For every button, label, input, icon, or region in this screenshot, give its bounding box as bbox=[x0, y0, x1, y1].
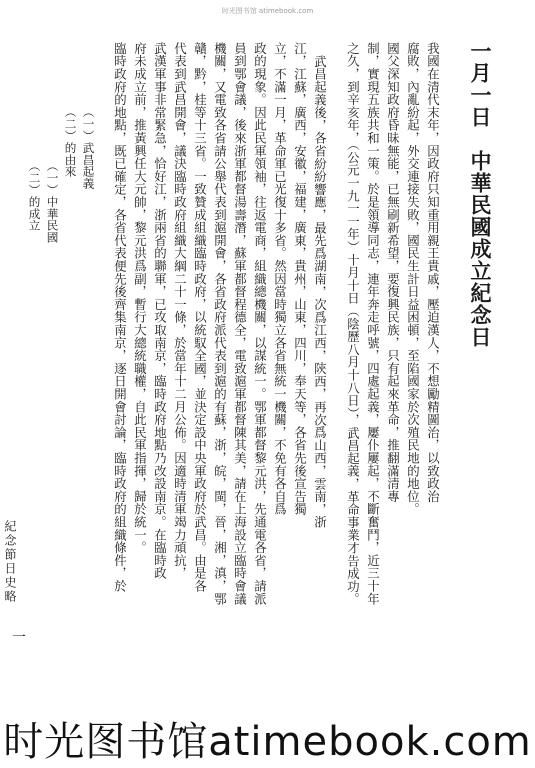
body-line: 立，不滿一月，革命軍已光復十多省。然因當時獨立各省無統一機關，不免有各自爲 bbox=[272, 42, 288, 516]
body-line: 政的現象。因此民軍領袖，往返電商，組織總機關，以謀統一。鄂軍都督黎元洪，先通電各省，請派 bbox=[252, 42, 268, 606]
page-number: 一 bbox=[12, 630, 26, 646]
body-line: 制，實現五族共和一策。於是領導同志，連年奔走呼號，四處起義，屢仆屢起，不斷奮鬥，近三十年 bbox=[365, 42, 381, 606]
body-line: 代表到武昌開會，議決臨時政府組織大綱二十一條，於當年十二月公佈。因適時清軍竭力頑抗， bbox=[172, 42, 188, 580]
body-line: 臨時政府的地點，既已確定，各省代表便先後齊集南京，逐日開會討論，臨時政府的組織條件，於 bbox=[112, 42, 128, 593]
top-watermark: 时光图书馆 atimebook.com bbox=[221, 7, 314, 15]
margin-note: （一）中華民國 bbox=[45, 160, 60, 244]
body-line: 武昌起義後，各省紛紛響應，最先爲湖南，次爲江西，陝西，再次爲山西，雲南，浙 bbox=[312, 55, 328, 529]
body-line: 機關，又電致各省請公舉代表到滬開會，各省政府派代表到滬的有蘇，浙，皖，閩，晉，湘，滇，鄂 bbox=[212, 42, 228, 606]
body-line: 國父深知政府昏昧無能，已無刷新希望，要復興民族，只有起來革命，推翻滿清專 bbox=[385, 42, 401, 503]
margin-note: （二）的由來 bbox=[63, 106, 78, 178]
body-line: 武漢軍事非常緊急，恰好江，浙兩省的聯軍，已攻取南京，臨時政府地點乃改設南京。在臨時政 bbox=[152, 42, 168, 580]
page-title: 一月一日 中華民國成立紀念日 bbox=[468, 40, 493, 348]
body-line: 贛，黔，桂等十三省。一致贊成組織臨時政府，以統馭全國，並決定設中央軍政府於武昌。由是各 bbox=[192, 42, 208, 593]
body-line: 府未成立前，推黃興任大元帥，黎元洪爲副，暫行大總統職權，自此民軍指揮，歸於統一。 bbox=[132, 42, 148, 554]
margin-note: （一）武昌起義 bbox=[81, 106, 96, 190]
margin-note: （二）的成立 bbox=[27, 160, 42, 232]
body-line: 腐敗，內亂紛起，外交連接失敗，國民生計日益困頓，至陷國家於次殖民地的地位。 bbox=[405, 42, 421, 516]
running-head: 紀念節日史略 bbox=[3, 520, 17, 604]
body-line: 江，江蘇，廣西，安徽，福建，廣東，貴州，山東，四川，奉天等，各省先後宣告獨 bbox=[292, 42, 308, 516]
body-line: 我國在清代末年，因政府只知重用親王貴戚，壓迫漢人，不想勵精圖治，以致政治 bbox=[425, 42, 441, 503]
bottom-watermark: 时光图书馆atimebook.com bbox=[3, 719, 532, 765]
body-line: 之久，到辛亥年，（公元一九一一年）十月十日（陰歷八月十八日），武昌起義，革命事業才告成功。 bbox=[345, 42, 361, 606]
body-line: 員到鄂會議，後來浙軍都督湯壽潛，蘇軍都督程德全，電致滬軍都督陳其美，請在上海設立臨時會議 bbox=[232, 42, 248, 606]
